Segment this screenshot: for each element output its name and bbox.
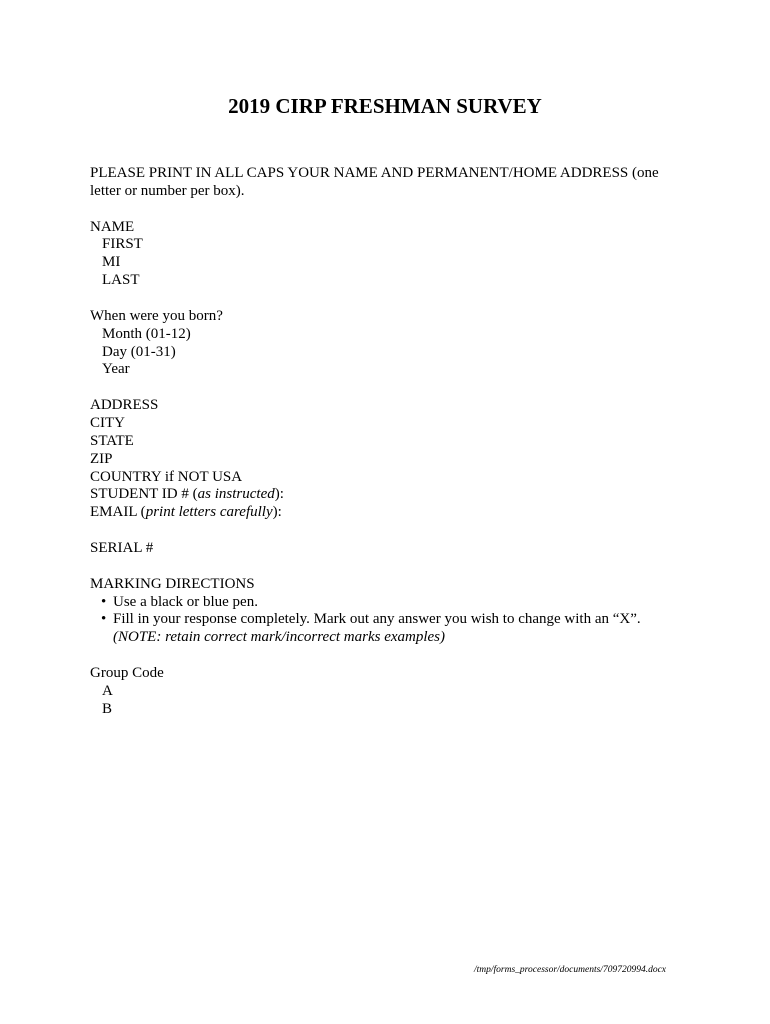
instructions-line-2: letter or number per box). — [90, 182, 245, 199]
footer-file-path: /tmp/forms_processor/documents/709720994.docx — [474, 965, 667, 975]
born-question: When were you born? — [90, 307, 223, 324]
zip-label: ZIP — [90, 450, 113, 467]
marking-heading: MARKING DIRECTIONS — [90, 575, 255, 592]
serial-label: SERIAL # — [90, 540, 154, 557]
bullet-icon: • — [101, 593, 107, 610]
page-title: 2019 CIRP FRESHMAN SURVEY — [228, 94, 542, 118]
month-label: Month (01-12) — [102, 325, 191, 342]
day-label: Day (01-31) — [102, 343, 176, 360]
country-label: COUNTRY if NOT USA — [90, 468, 243, 485]
marking-note: (NOTE: retain correct mark/incorrect marks examples) — [113, 629, 446, 646]
name-label: NAME — [90, 218, 135, 235]
marking-item: • Use a black or blue pen. — [101, 593, 258, 610]
first-name-label: FIRST — [102, 236, 143, 253]
marking-item: • Fill in your response completely. Mark out any answer you wish to change with an “X”. — [101, 611, 641, 628]
email-label: EMAIL (print letters carefully): — [90, 504, 282, 521]
form-body — [90, 165, 690, 719]
year-label: Year — [102, 361, 130, 378]
group-code-label: Group Code — [90, 665, 164, 682]
state-label: STATE — [90, 432, 134, 449]
group-b-label: B — [102, 700, 113, 717]
last-name-label: LAST — [102, 272, 140, 289]
mi-label: MI — [102, 254, 121, 271]
address-label: ADDRESS — [90, 397, 159, 414]
bullet-icon: • — [101, 611, 107, 628]
instructions-line-1: PLEASE PRINT IN ALL CAPS YOUR NAME AND PERMANENT/HOME ADDRESS (one — [90, 165, 659, 181]
group-a-label: A — [102, 682, 113, 699]
student-id-label: STUDENT ID # (as instructed): — [90, 486, 284, 503]
city-label: CITY — [90, 415, 125, 432]
